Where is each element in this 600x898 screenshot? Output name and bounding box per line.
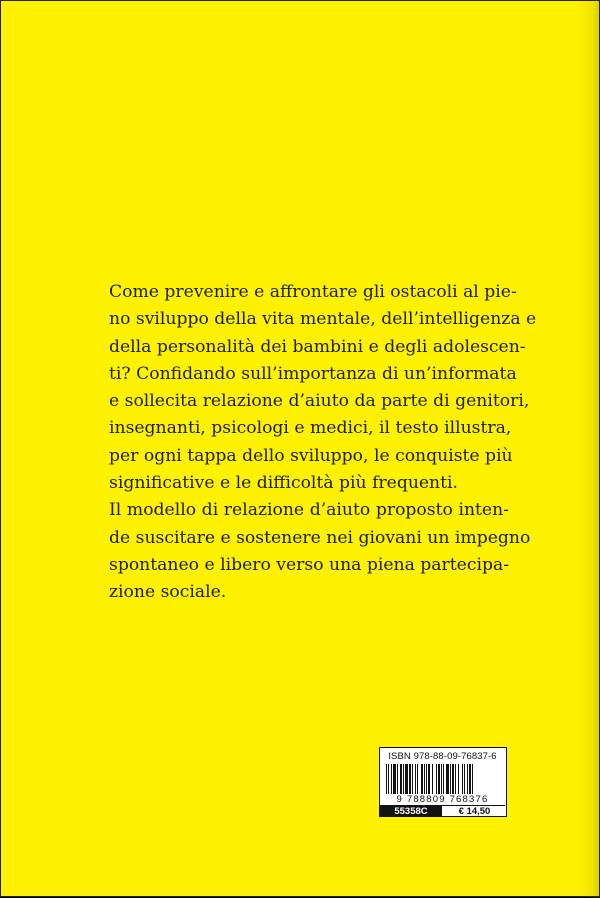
barcode-label <box>379 747 507 817</box>
blurb-line: della personalità dei bambini e degli adolescen- <box>109 336 526 357</box>
barcode-stripe <box>428 764 430 794</box>
blurb-line: zione sociale. <box>109 582 227 603</box>
blurb-line: Il modello di relazione d’aiuto proposto inten- <box>109 500 509 521</box>
barcode-stripe <box>426 764 427 794</box>
barcode-stripe <box>400 764 402 794</box>
barcode-stripe <box>432 764 433 794</box>
barcode-stripe <box>438 764 440 794</box>
barcode-stripe <box>462 764 463 794</box>
blurb-line: ti? Confidando sull’importanza di un’informata <box>109 363 517 384</box>
barcode-stripe <box>450 764 451 794</box>
barcode-stripe <box>412 764 413 794</box>
blurb-line: insegnanti, psicologi e medici, il testo illustra, <box>109 418 512 439</box>
barcode-stripe <box>441 764 442 794</box>
barcode-stripe <box>458 764 459 794</box>
blurb-line: significative e le difficoltà più frequenti. <box>109 473 458 494</box>
blurb-line: no sviluppo della vita mentale, dell’intelligenza e <box>109 309 537 330</box>
isbn-number: ISBN 978-88-09-76837-6 <box>388 751 497 762</box>
barcode-bars <box>385 764 501 794</box>
barcode-stripe <box>417 764 418 794</box>
barcode-stripe <box>386 764 387 794</box>
spine-shadow <box>577 1 599 898</box>
price-row <box>380 805 505 817</box>
barcode-stripe <box>393 764 396 794</box>
blurb-line: de suscitare e sostenere nei giovani un impegno <box>109 527 531 548</box>
barcode-stripe <box>436 764 437 794</box>
barcode-stripe <box>424 764 425 794</box>
barcode-stripe <box>388 764 389 794</box>
barcode-stripe <box>467 764 468 794</box>
barcode-stripe <box>405 764 408 794</box>
price: € 14,50 <box>458 806 491 817</box>
barcode-stripe <box>403 764 404 794</box>
barcode-stripe <box>421 764 423 794</box>
blurb-text <box>109 279 537 607</box>
barcode-stripe <box>443 764 444 794</box>
barcode-stripe <box>397 764 398 794</box>
product-code: 55358C <box>380 806 442 817</box>
barcode-stripe <box>415 764 416 794</box>
barcode-stripe <box>455 764 456 794</box>
ean-digits: 9 788809 768376 <box>396 794 489 805</box>
barcode-stripe <box>391 764 392 794</box>
barcode-stripe <box>452 764 454 794</box>
barcode-stripe <box>464 764 465 794</box>
blurb-line: per ogni tappa dello sviluppo, le conquiste più <box>109 445 513 466</box>
barcode-stripe <box>409 764 411 794</box>
blurb-line: Come prevenire e affrontare gli ostacoli al pie- <box>109 282 517 302</box>
barcode-stripe <box>469 764 471 794</box>
barcode-stripe <box>446 764 449 794</box>
barcode-stripe <box>472 764 473 794</box>
blurb-line: spontaneo e libero verso una piena partecipa- <box>109 554 510 575</box>
blurb-line: e sollecita relazione d’aiuto da parte di genitori, <box>109 391 530 412</box>
